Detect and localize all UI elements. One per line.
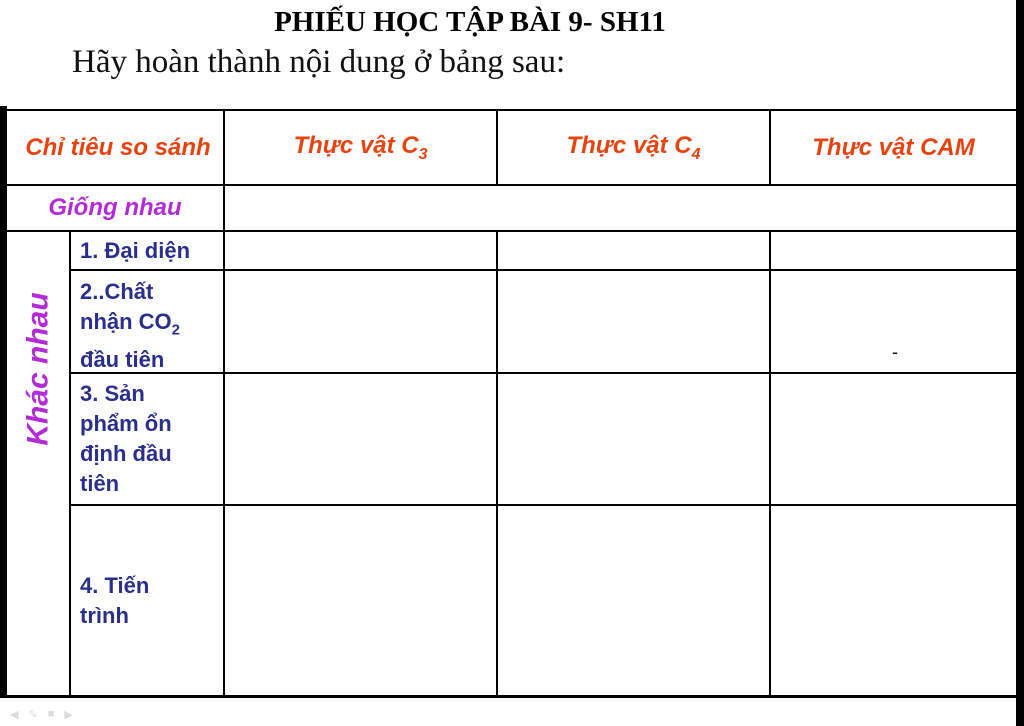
arrow-left-icon[interactable]: ◀ — [10, 709, 19, 721]
table-hline — [7, 695, 1016, 698]
table-hline — [7, 230, 1016, 232]
worksheet-title: PHIẾU HỌC TẬP BÀI 9- SH11 — [274, 6, 666, 38]
arrow-right-icon[interactable]: ▶ — [64, 709, 73, 721]
row-label-co2-acceptor: 2..Chất nhận $CO_2$ đầu tiên — [80, 279, 181, 373]
header-cam-plants: Thực vật CAM — [812, 133, 975, 161]
row-label-process: 4. Tiến trình — [80, 573, 150, 628]
table-vline — [223, 109, 225, 697]
table-hline — [69, 504, 1016, 506]
header-c3-plants: Thực vật $C_3$ — [293, 131, 428, 163]
similar-label: Giống nhau — [48, 194, 182, 222]
row-label-representative: 1. Đại diện — [80, 238, 191, 263]
table-vline — [496, 230, 498, 697]
pen-icon[interactable]: ✎ — [28, 709, 38, 721]
table-vline — [769, 230, 771, 697]
worksheet-instruction: Hãy hoàn thành nội dung ở bảng sau: — [72, 44, 566, 80]
different-label: Khác nhau — [22, 291, 56, 446]
row-label-first-product: 3. Sản phẩm ổn định đầu tiên — [80, 381, 172, 496]
slide-nav-icons — [10, 708, 73, 721]
table-vline — [69, 230, 71, 697]
left-border — [0, 106, 7, 698]
header-criteria: Chỉ tiêu so sánh — [25, 133, 211, 161]
cam-row2-mark: - — [892, 342, 898, 362]
table-hline — [69, 269, 1016, 271]
menu-icon[interactable]: ■ — [47, 708, 55, 720]
table-hline — [69, 372, 1016, 374]
header-c4-plants: Thực vật $C_4$ — [566, 131, 701, 163]
